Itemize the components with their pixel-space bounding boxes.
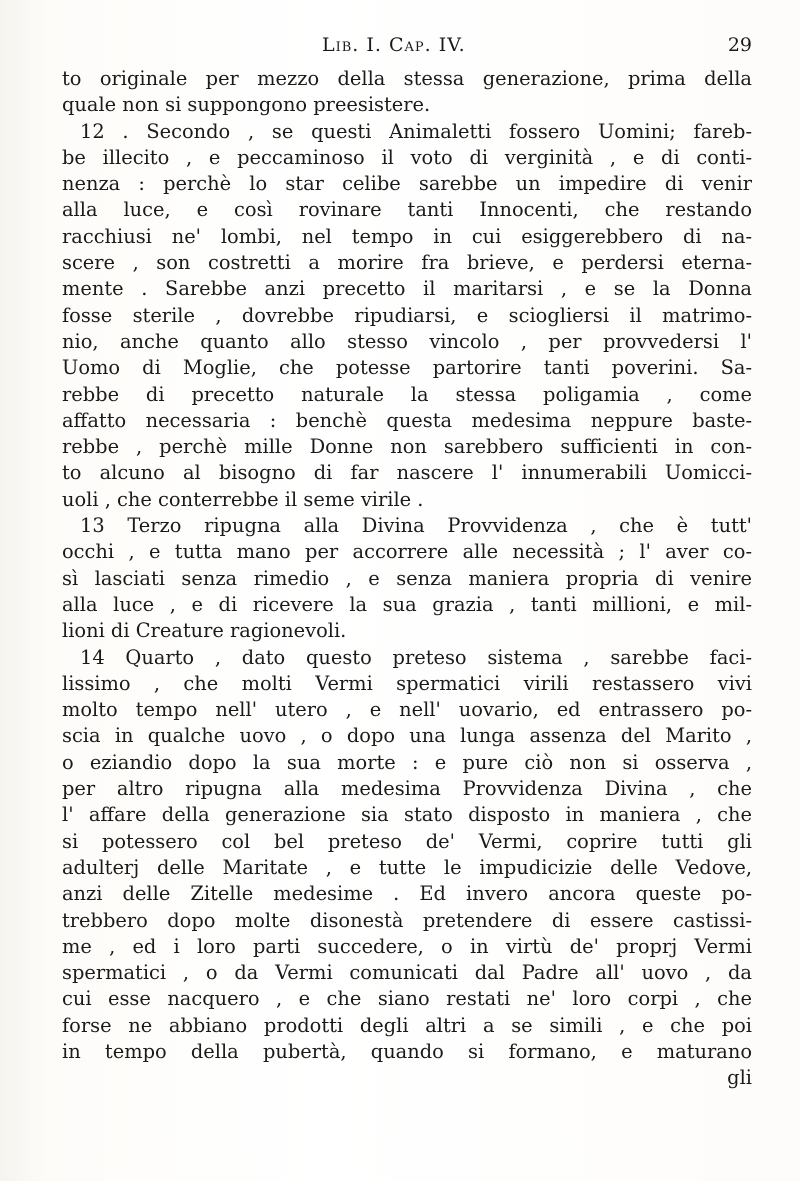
text-line: 14 Quarto , dato questo preteso sistema , sarebbe faci- [80, 645, 752, 669]
text-line: occhi , e tutta mano per accorrere alle necessità ; l' aver co- [62, 540, 752, 564]
text-line: affatto necessaria : benchè questa medesima neppure baste- [62, 408, 752, 432]
text-line: mente . Sarebbe anzi precetto il maritarsi , e se la Donna [62, 277, 752, 301]
body-text [62, 66, 754, 1092]
text-line: rebbe , perchè mille Donne non sarebbero sufficienti in con- [62, 435, 752, 459]
text-line: lissimo , che molti Vermi spermatici virili restassero vivi [62, 671, 752, 695]
text-line: nio, anche quanto allo stesso vincolo , per provvedersi l' [62, 329, 752, 353]
text-line: si potessero col bel preteso de' Vermi, coprire tutti gli [62, 829, 752, 853]
text-line: per altro ripugna alla medesima Provvidenza Divina , che [62, 777, 752, 801]
text-line: molto tempo nell' utero , e nell' uovario, ed entrassero po- [62, 698, 752, 722]
text-line: lioni di Creature ragionevoli. [62, 619, 347, 643]
text-line: spermatici , o da Vermi comunicati dal Padre all' uovo , da [62, 961, 752, 985]
text-line: uoli , che conterrebbe il seme virile . [62, 487, 424, 511]
catchword: gli [727, 1066, 752, 1090]
text-line: l' affare della generazione sia stato disposto in maniera , che [62, 803, 752, 827]
text-line: alla luce , e di ricevere la sua grazia , tanti millioni, e mil- [62, 592, 752, 616]
text-line: to alcuno al bisogno di far nascere l' innumerabili Uomicci- [62, 461, 752, 485]
text-line: alla luce, e così rovinare tanti Innocenti, che restando [62, 198, 752, 222]
text-line: scere , son costretti a morire fra brieve, e perdersi eterna- [62, 251, 752, 275]
text-line: in tempo della pubertà, quando si formano, e maturano [62, 1039, 752, 1063]
text-line: to originale per mezzo della stessa generazione, prima della [62, 67, 752, 90]
text-line: Uomo di Moglie, che potesse partorire tanti poverini. Sa- [62, 356, 752, 380]
text-line: o eziandio dopo la sua morte : e pure ciò non si osserva , [62, 750, 752, 774]
text-line: cui esse nacquero , e che siano restati ne' loro corpi , che [62, 987, 752, 1011]
text-line: be illecito , e peccaminoso il voto di verginità , e di conti- [62, 145, 752, 169]
page-header [62, 32, 754, 66]
text-line: nenza : perchè lo star celibe sarebbe un impedire di venir [62, 172, 752, 196]
text-line: me , ed i loro parti succedere, o in virtù de' proprj Vermi [62, 934, 752, 958]
text-line: racchiusi ne' lombi, nel tempo in cui esiggerebbero di na- [62, 224, 752, 248]
text-line: adulterj delle Maritate , e tutte le impudicizie delle Vedove, [62, 855, 752, 879]
text-line: rebbe di precetto naturale la stessa poligamia , come [62, 382, 752, 406]
text-line: trebbero dopo molte disonestà pretendere di essere castissi- [62, 908, 752, 932]
page-number: 29 [727, 34, 752, 56]
text-line: 13 Terzo ripugna alla Divina Provvidenza , che è tutt' [80, 514, 752, 538]
text-line: 12 . Secondo , se questi Animaletti fossero Uomini; fareb- [80, 119, 752, 143]
text-line: scia in qualche uovo , o dopo una lunga assenza del Marito , [62, 724, 752, 748]
running-head: Lib. I. Cap. IV. [322, 34, 466, 56]
text-line: sì lasciati senza rimedio , e senza maniera propria di venire [62, 566, 752, 590]
text-line: forse ne abbiano prodotti degli altri a se simili , e che poi [62, 1013, 752, 1037]
text-line: anzi delle Zitelle medesime . Ed invero ancora queste po- [62, 882, 752, 906]
text-line: quale non si suppongono preesistere. [62, 93, 431, 117]
text-line: fosse sterile , dovrebbe ripudiarsi, e sciogliersi il matrimo- [62, 303, 752, 327]
